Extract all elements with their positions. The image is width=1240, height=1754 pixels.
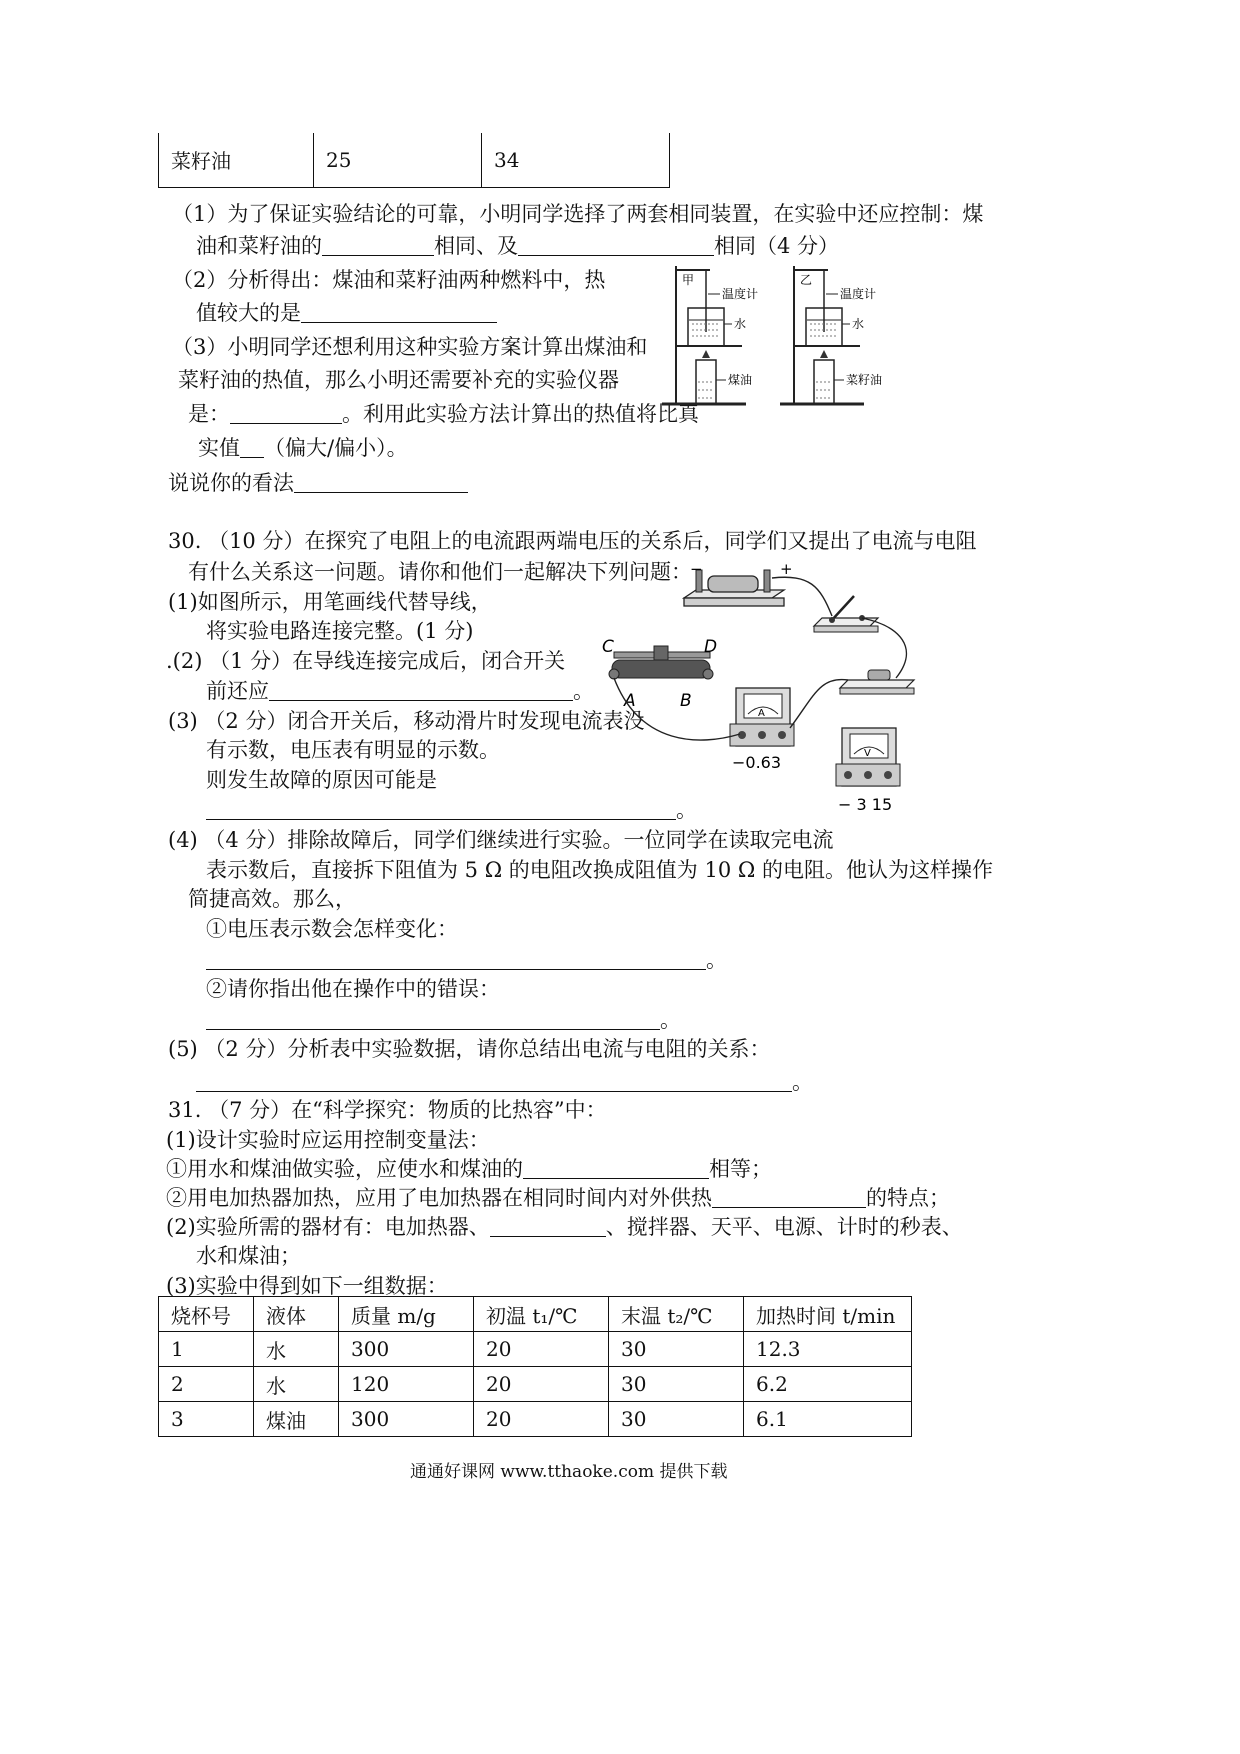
table-cell: 6.2 [744, 1367, 912, 1402]
table-header: 加热时间 t/min [744, 1297, 912, 1332]
table-cell: 25 [314, 133, 482, 187]
answer-blank[interactable] [523, 1177, 709, 1179]
table-cell: 20 [474, 1332, 609, 1367]
rheostat [602, 637, 717, 711]
q29-part3-line4 [198, 432, 408, 462]
ammeter-letter: A [758, 708, 765, 719]
q29-part3-line2: 菜籽油的热值，那么小明还需要补充的实验仪器 [178, 368, 619, 392]
answer-blank[interactable] [518, 254, 714, 256]
text: (2)实验所需的器材有：电加热器、 [166, 1215, 490, 1239]
table-header: 烧杯号 [159, 1297, 254, 1332]
q31-s3: (3)实验中得到如下一组数据： [166, 1274, 448, 1298]
table-cell: 菜籽油 [159, 133, 314, 187]
apparatus-tag: 乙 [800, 273, 813, 287]
text: 值较大的是 [196, 301, 301, 325]
answer-blank[interactable] [206, 1028, 660, 1030]
water-label: 水 [852, 317, 865, 331]
text: 。 [706, 948, 727, 972]
text: 相同（4 分） [714, 234, 840, 258]
q29-part2-line2 [196, 297, 497, 327]
q30-s4-line3: 简捷高效。那么， [188, 887, 356, 911]
rheostat-terminal-a: A [624, 691, 636, 711]
text: ①用水和煤油做实验，应使水和煤油的 [166, 1157, 523, 1181]
battery-plus: + [780, 560, 793, 578]
q30-s3-line2: 有示数，电压表有明显的示数。 [206, 738, 500, 762]
battery [684, 560, 793, 606]
q30-s5-line2 [196, 1066, 813, 1096]
table-header: 末温 t₂/℃ [609, 1297, 744, 1332]
q31-s2 [166, 1211, 963, 1241]
rheostat-terminal-c: C [602, 637, 614, 657]
specific-heat-table [158, 1296, 912, 1437]
text: 相等； [709, 1157, 772, 1181]
answer-blank[interactable] [712, 1206, 866, 1208]
q31-s1b [166, 1182, 950, 1212]
q30-s1-line2: 将实验电路连接完整。(1 分) [206, 619, 474, 643]
answer-blank[interactable] [269, 699, 573, 701]
table-header-row [159, 1297, 912, 1332]
text: 油和菜籽油的 [196, 234, 322, 258]
table-row [159, 1332, 912, 1367]
answer-blank[interactable] [490, 1235, 606, 1237]
table-cell: 120 [339, 1367, 474, 1402]
fuel-apparatus-figure [662, 262, 902, 412]
answer-blank[interactable] [206, 968, 706, 970]
text: 说说你的看法 [168, 471, 294, 495]
q30-s4-line1: (4) （4 分）排除故障后，同学们继续进行实验。一位同学在读取完电流 [168, 828, 834, 852]
text: 。利用此实验方法计算出的热值将比真 [342, 402, 699, 426]
q30-s4-line5 [206, 944, 727, 974]
table-cell: 300 [339, 1402, 474, 1437]
q31-s2b: 水和煤油； [196, 1244, 301, 1268]
text: 前还应 [206, 679, 269, 703]
q30-s4-line4: ①电压表示数会怎样变化： [206, 917, 458, 941]
table-cell: 34 [482, 133, 670, 187]
text: 是： [188, 402, 230, 426]
q29-part1-line1: （1）为了保证实验结论的可靠，小明同学选择了两套相同装置，在实验中还应控制：煤 [172, 202, 984, 226]
switch [814, 596, 878, 632]
answer-blank[interactable] [196, 1090, 792, 1092]
voltmeter [836, 728, 900, 814]
text: 。 [573, 679, 594, 703]
text: 实值 [198, 436, 240, 460]
q31-s1: (1)设计实验时应运用控制变量法： [166, 1128, 490, 1152]
q30-intro-line2: 有什么关系这一问题。请你和他们一起解决下列问题： [188, 560, 692, 584]
apparatus-right [780, 266, 882, 404]
q29-part1-line2 [196, 230, 839, 260]
circuit-figure [600, 556, 930, 818]
q30-s2-line1: .(2) （1 分）在导线连接完成后，闭合开关 [166, 649, 566, 673]
q29-part3-line3 [188, 398, 699, 428]
q30-s2-line2 [206, 675, 594, 705]
fuel-label: 煤油 [728, 373, 753, 387]
answer-blank[interactable] [322, 254, 434, 256]
apparatus-left [662, 266, 758, 404]
q30-s4-line6: ②请你指出他在操作中的错误： [206, 977, 500, 1001]
answer-blank[interactable] [294, 491, 468, 493]
water-label: 水 [734, 317, 747, 331]
table-header: 质量 m/g [339, 1297, 474, 1332]
text: 的特点； [866, 1186, 950, 1210]
table-cell: 12.3 [744, 1332, 912, 1367]
text: ②用电加热器加热，应用了电加热器在相同时间内对外供热 [166, 1186, 712, 1210]
rheostat-terminal-d: D [704, 637, 718, 657]
rheostat-terminal-b: B [680, 691, 692, 711]
q30-s1-line1: (1)如图所示，用笔画线代替导线， [168, 590, 492, 614]
table-row [159, 1402, 912, 1437]
thermometer-label: 温度计 [722, 287, 759, 301]
table-cell: 水 [254, 1332, 339, 1367]
answer-blank[interactable] [240, 456, 264, 458]
q31-s1a [166, 1153, 772, 1183]
text: 。 [792, 1070, 813, 1094]
page-footer: 通通好课网 www.tthaoke.com 提供下载 [410, 1462, 728, 1482]
table-header: 初温 t₁/℃ [474, 1297, 609, 1332]
table-cell: 水 [254, 1367, 339, 1402]
text: （偏大/偏小）。 [264, 436, 408, 460]
q31-intro: 31. （7 分）在“科学探究：物质的比热容”中： [168, 1098, 607, 1122]
q30-intro-line1: 30. （10 分）在探究了电阻上的电流跟两端电压的关系后，同学们又提出了电流与电阻 [168, 529, 977, 553]
q29-part3-line5 [168, 467, 468, 497]
apparatus-tag: 甲 [682, 273, 695, 287]
table-cell: 6.1 [744, 1402, 912, 1437]
table-cell: 20 [474, 1402, 609, 1437]
answer-blank[interactable] [301, 321, 497, 323]
q29-part3-line1: （3）小明同学还想利用这种实验方案计算出煤油和 [172, 335, 648, 359]
q30-s3-line1: (3) （2 分）闭合开关后，移动滑片时发现电流表没 [168, 709, 645, 733]
answer-blank[interactable] [206, 818, 676, 820]
text: 。 [676, 798, 697, 822]
table-row [159, 1367, 912, 1402]
fixed-resistor [840, 670, 914, 694]
fuel-table-fragment [158, 133, 670, 188]
table-cell: 30 [609, 1402, 744, 1437]
text: 。 [660, 1008, 681, 1032]
table-cell: 煤油 [254, 1402, 339, 1437]
table-header: 液体 [254, 1297, 339, 1332]
text: 、搅拌器、天平、电源、计时的秒表、 [605, 1215, 963, 1239]
table-cell: 3 [159, 1402, 254, 1437]
table-cell: 30 [609, 1367, 744, 1402]
q29-part2-line1: （2）分析得出：煤油和菜籽油两种燃料中，热 [172, 268, 606, 292]
text: 相同、及 [434, 234, 518, 258]
q30-s4-line7 [206, 1004, 681, 1034]
voltmeter-letter: V [864, 748, 871, 759]
ammeter [730, 688, 794, 772]
table-cell: 20 [474, 1367, 609, 1402]
table-cell: 300 [339, 1332, 474, 1367]
answer-blank[interactable] [230, 422, 342, 424]
q30-s5-line1: (5) （2 分）分析表中实验数据，请你总结出电流与电阻的关系： [168, 1037, 771, 1061]
voltmeter-terminals: − 3 15 [838, 795, 893, 814]
table-cell: 1 [159, 1332, 254, 1367]
fuel-label: 菜籽油 [846, 373, 883, 387]
q30-s4-line2: 表示数后，直接拆下阻值为 5 Ω 的电阻改换成阻值为 10 Ω 的电阻。他认为这样操作 [206, 858, 993, 882]
table-cell: 30 [609, 1332, 744, 1367]
ammeter-terminals: −0.63 [732, 753, 782, 772]
q30-s3-line3: 则发生故障的原因可能是 [206, 768, 437, 792]
table-row [159, 133, 670, 187]
battery-minus: − [690, 560, 703, 578]
thermometer-label: 温度计 [840, 287, 877, 301]
table-cell: 2 [159, 1367, 254, 1402]
